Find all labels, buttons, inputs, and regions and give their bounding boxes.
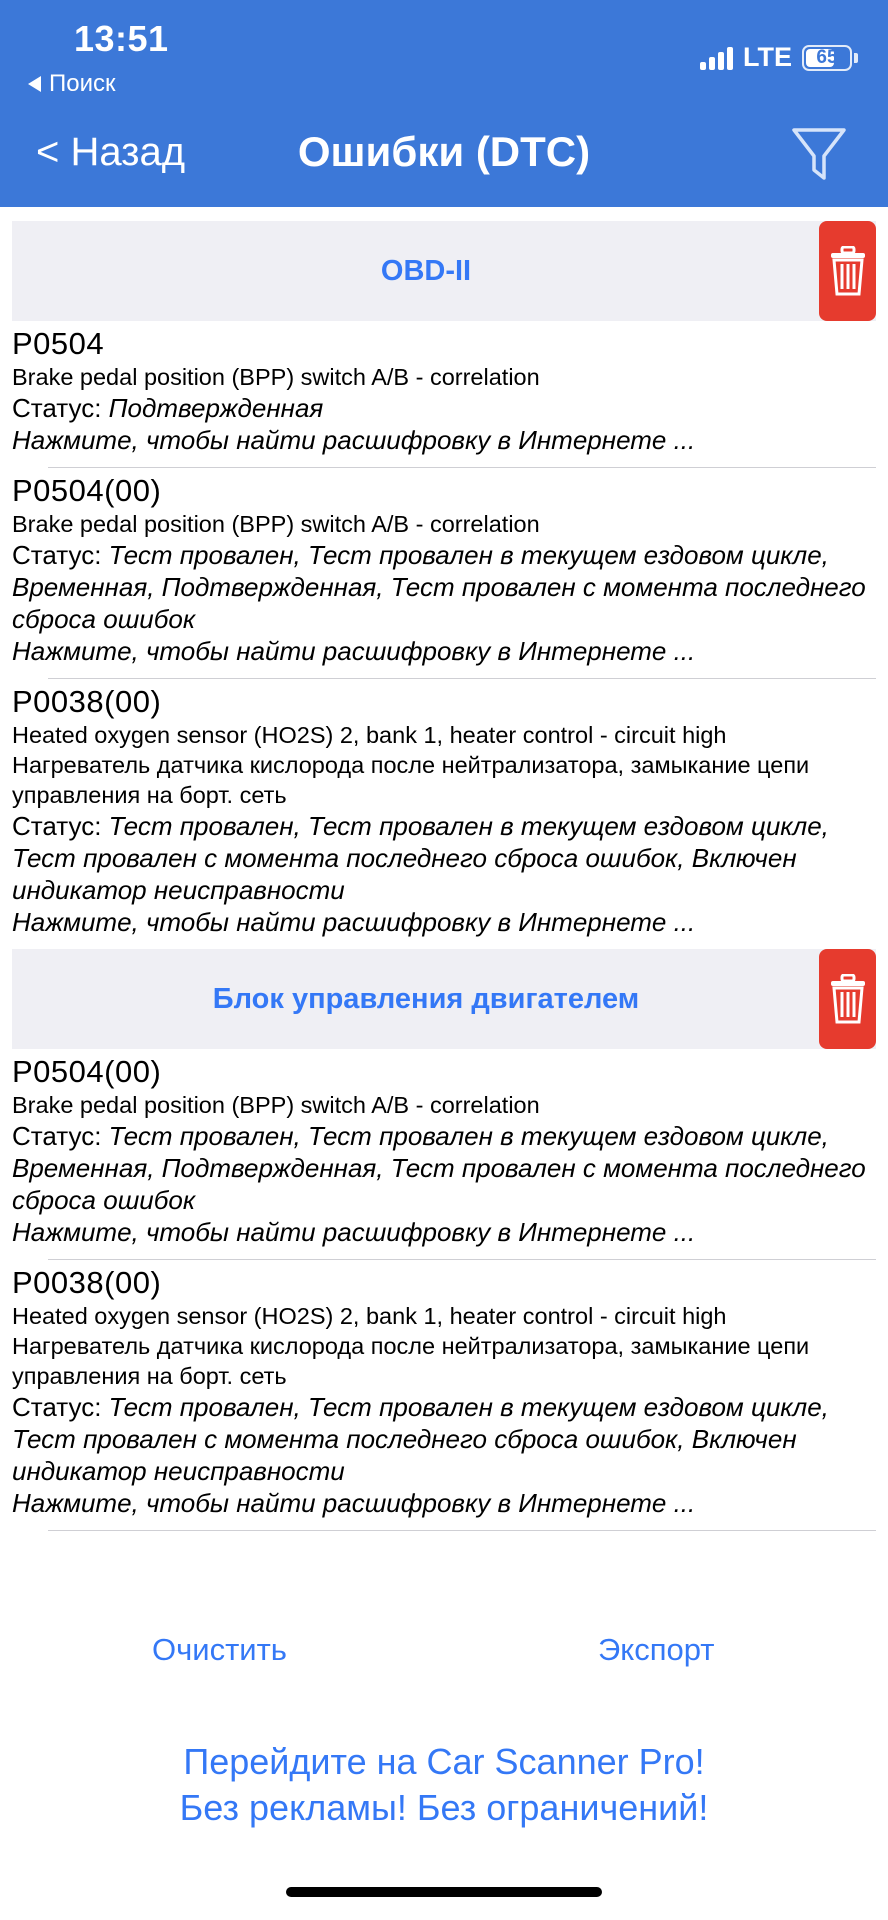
dtc-code: P0038(00) xyxy=(12,1265,162,1300)
back-button[interactable]: < Назад xyxy=(36,130,186,174)
status-value: Тест провален, Тест провален в текущем ездовом цикле, Временная, Подтвержденная, Тест провален с момента последнего сброса ошибок xyxy=(12,540,866,634)
delete-section-button[interactable] xyxy=(819,949,876,1049)
status-time: 13:51 xyxy=(74,18,169,59)
export-button[interactable]: Экспорт xyxy=(598,1632,715,1667)
dtc-item[interactable] xyxy=(0,679,888,949)
dtc-code: P0504(00) xyxy=(12,1054,162,1089)
dtc-code: P0504 xyxy=(12,326,105,361)
battery-percent: 65 xyxy=(816,46,838,68)
status-label: Статус: xyxy=(12,1392,102,1422)
home-indicator[interactable] xyxy=(286,1887,602,1897)
back-triangle-icon xyxy=(28,76,41,92)
dtc-code: P0038(00) xyxy=(12,684,162,719)
dtc-item[interactable] xyxy=(0,468,888,678)
dtc-description-ru: Нагреватель датчика кислорода после нейтрализатора, замыкание цепи управления на борт. сеть xyxy=(12,1333,810,1389)
trash-icon xyxy=(830,246,866,296)
status-value: Тест провален, Тест провален в текущем ездовом цикле, Временная, Подтвержденная, Тест провален с момента последнего сброса ошибок xyxy=(12,1121,866,1215)
network-type: LTE xyxy=(743,42,792,72)
status-value: Подтвержденная xyxy=(108,393,324,423)
page-title: Ошибки (DTC) xyxy=(297,128,591,175)
section-header-engine-ecu xyxy=(12,949,876,1049)
dtc-description: Brake pedal position (BPP) switch A/B - correlation xyxy=(12,511,540,537)
search-online-link[interactable]: Нажмите, чтобы найти расшифровку в Интернете ... xyxy=(12,1488,696,1518)
status-back-to-app[interactable] xyxy=(28,70,116,98)
battery-icon xyxy=(802,45,852,71)
search-online-link[interactable]: Нажмите, чтобы найти расшифровку в Интернете ... xyxy=(12,425,696,455)
search-online-link[interactable]: Нажмите, чтобы найти расшифровку в Интернете ... xyxy=(12,1217,696,1247)
dtc-item[interactable] xyxy=(0,321,888,467)
status-label: Статус: xyxy=(12,540,102,570)
dtc-status xyxy=(12,539,876,635)
dtc-item[interactable] xyxy=(0,1260,888,1530)
dtc-code: P0504(00) xyxy=(12,473,162,508)
dtc-description: Heated oxygen sensor (HO2S) 2, bank 1, heater control - circuit high xyxy=(12,1303,727,1329)
dtc-status xyxy=(12,810,876,906)
status-label: Статус: xyxy=(12,1121,102,1151)
dtc-description: Brake pedal position (BPP) switch A/B - correlation xyxy=(12,1092,540,1118)
clear-button[interactable]: Очистить xyxy=(152,1632,287,1667)
dtc-description: Brake pedal position (BPP) switch A/B - correlation xyxy=(12,364,540,390)
status-label: Статус: xyxy=(12,393,102,423)
filter-funnel-icon[interactable] xyxy=(790,124,848,186)
dtc-status xyxy=(12,392,876,424)
dtc-status xyxy=(12,1391,876,1487)
dtc-description: Heated oxygen sensor (HO2S) 2, bank 1, heater control - circuit high xyxy=(12,722,727,748)
delete-section-button[interactable] xyxy=(819,221,876,321)
dtc-status xyxy=(12,1120,876,1216)
section-title: Блок управления двигателем xyxy=(212,982,640,1015)
status-back-label: Поиск xyxy=(49,70,116,97)
section-title: OBD-II xyxy=(380,254,472,287)
dtc-item[interactable] xyxy=(0,1049,888,1259)
dtc-list xyxy=(0,207,888,1531)
promo-line-1: Перейдите на Car Scanner Pro! xyxy=(183,1741,705,1782)
status-indicators xyxy=(700,42,858,73)
status-label: Статус: xyxy=(12,811,102,841)
status-value: Тест провален, Тест провален в текущем ездовом цикле, Тест провален с момента последнего сброса ошибок, Включен индикатор неисправности xyxy=(12,811,829,905)
search-online-link[interactable]: Нажмите, чтобы найти расшифровку в Интернете ... xyxy=(12,907,696,937)
divider xyxy=(48,1530,876,1531)
cellular-signal-icon xyxy=(700,46,733,70)
status-value: Тест провален, Тест провален в текущем ездовом цикле, Тест провален с момента последнего сброса ошибок, Включен индикатор неисправности xyxy=(12,1392,829,1486)
upgrade-pro-banner[interactable] xyxy=(0,1739,888,1831)
section-header-obd2 xyxy=(12,221,876,321)
header xyxy=(0,0,888,207)
promo-line-2: Без рекламы! Без ограничений! xyxy=(179,1787,709,1828)
trash-icon xyxy=(830,974,866,1024)
dtc-description-ru: Нагреватель датчика кислорода после нейтрализатора, замыкание цепи управления на борт. сеть xyxy=(12,752,810,808)
search-online-link[interactable]: Нажмите, чтобы найти расшифровку в Интернете ... xyxy=(12,636,696,666)
